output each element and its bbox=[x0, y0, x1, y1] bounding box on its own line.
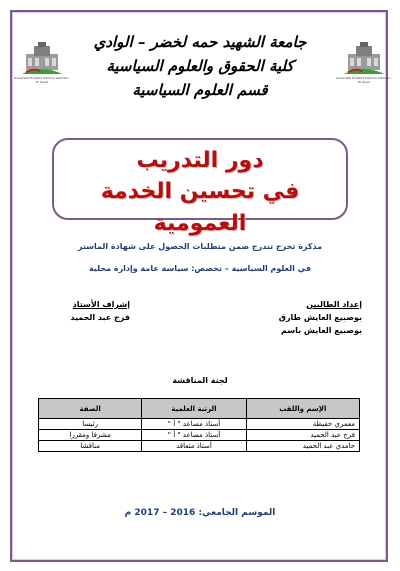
member-name: حامدي عبد الحميد bbox=[246, 441, 359, 452]
students-heading: إعداد الطالبين bbox=[306, 300, 362, 309]
member-rank: أستاذ متعاقد bbox=[142, 441, 246, 452]
member-role: مناقشا bbox=[39, 441, 142, 452]
column-header-rank: الرتبة العلمية bbox=[142, 399, 246, 419]
university-logo-right bbox=[336, 40, 392, 84]
committee-table bbox=[38, 398, 360, 452]
supervisor-name: فرج عبد الحميد bbox=[70, 313, 130, 322]
student-name: بوصبيع العايش طارق bbox=[278, 313, 362, 322]
table-row bbox=[39, 430, 360, 441]
thesis-subtitle-line1: مذكرة تخرج تندرج ضمن متطلبات الحصول على شهادة الماستر bbox=[77, 242, 323, 251]
university-name: جامعة الشهيد حمه لخضر – الوادي bbox=[93, 33, 307, 51]
university-logo-icon bbox=[20, 40, 64, 76]
column-header-role: الصفة bbox=[39, 399, 142, 419]
table-row bbox=[39, 419, 360, 430]
university-logo-left bbox=[14, 40, 70, 84]
academic-year: الموسم الجامعي: 2016 – 2017 م bbox=[124, 508, 276, 518]
member-role: رئيسا bbox=[39, 419, 142, 430]
table-header-row bbox=[39, 399, 360, 419]
table-row bbox=[39, 441, 360, 452]
thesis-title-line1: دور التدريب bbox=[136, 148, 264, 173]
member-role: مشرفا ومقررا bbox=[39, 430, 142, 441]
member-name: فرج عبد الحميد bbox=[246, 430, 359, 441]
thesis-title-line2: في تحسين الخدمة العمومية bbox=[100, 179, 300, 236]
university-logo-icon bbox=[342, 40, 386, 76]
student-name: بوصبيع العايش باسم bbox=[280, 326, 362, 335]
thesis-subtitle-line2: في العلوم السياسية – تخصص: سياسة عامة وإدارة محلية bbox=[88, 264, 312, 273]
faculty-name: كلية الحقوق والعلوم السياسية bbox=[106, 57, 294, 75]
institution-header bbox=[60, 30, 340, 102]
supervisor-block bbox=[70, 298, 130, 324]
committee-title: لجنة المناقشة bbox=[172, 376, 228, 385]
logo-caption: Université Echahid Hamma Lakhdar - El Oued bbox=[14, 76, 70, 84]
supervisor-heading: إشراف الأستاذ bbox=[72, 300, 130, 309]
column-header-name: الإسم واللقب bbox=[246, 399, 359, 419]
logo-caption: Université Echahid Hamma Lakhdar - El Oued bbox=[336, 76, 392, 84]
member-rank: أستاذ مساعد " أ " bbox=[142, 419, 246, 430]
member-name: معمري حفيظة bbox=[246, 419, 359, 430]
students-block bbox=[279, 298, 362, 337]
department-name: قسم العلوم السياسية bbox=[132, 81, 268, 99]
member-rank: أستاذ مساعد " أ " bbox=[142, 430, 246, 441]
thesis-title-box bbox=[52, 138, 348, 236]
